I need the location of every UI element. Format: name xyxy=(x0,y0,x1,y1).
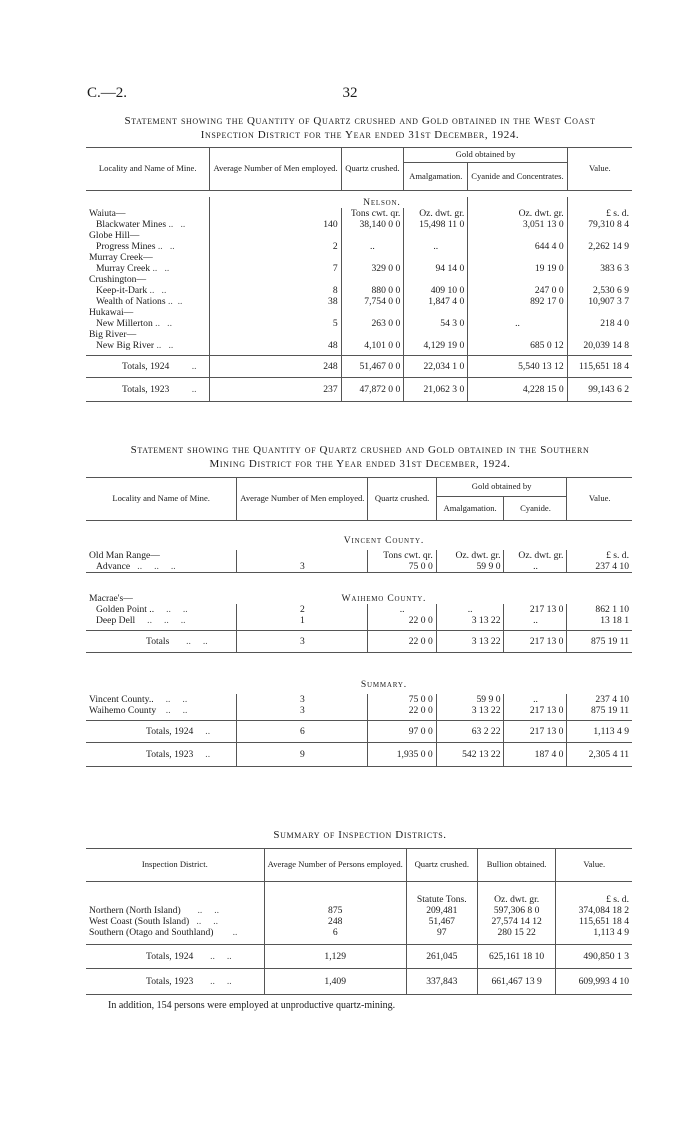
section-summary: Summary. xyxy=(360,679,407,690)
row-group: Big River— xyxy=(89,329,137,340)
districts-title: Summary of Inspection Districts. xyxy=(273,829,447,841)
totals-row: Totals, 1923 .. 9 1,935 0 0 542 13 22 187 4 0 2,305 4 11 xyxy=(86,743,632,767)
col-header-men: Average Number of Men employed. xyxy=(210,148,341,191)
table-row: Blackwater Mines .. .. 140 38,140 0 0 15,498 11 0 3,051 13 0 79,310 8 4 xyxy=(86,219,632,230)
section-nelson: Nelson. xyxy=(363,197,401,208)
unit-value: £ s. d. xyxy=(567,208,632,219)
col-header-amalgamation: Amalgamation. xyxy=(436,497,504,521)
table-row: West Coast (South Island) .. .. 248 51,467 27,574 14 12 115,651 18 4 xyxy=(86,916,632,927)
unit-value: £ s. d. xyxy=(556,894,632,905)
col-header-locality: Locality and Name of Mine. xyxy=(86,478,237,521)
col-header-cyanide: Cyanide and Concentrates. xyxy=(468,163,567,191)
col-header-value: Value. xyxy=(567,148,632,191)
southern-title-line1: Statement showing the Quantity of Quartz crushed and Gold obtained in the Southern xyxy=(130,444,590,456)
unit-amalg: Oz. dwt. gr. xyxy=(436,550,504,561)
section-vincent: Vincent County. xyxy=(343,535,425,546)
table-row: Waihemo County .. .. 3 22 0 0 3 13 22 217 13 0 875 19 11 xyxy=(86,705,632,721)
totals-row: Totals, 1924 .. .. 1,129 261,045 625,161 18 10 490,850 1 3 xyxy=(86,945,632,969)
southern-title xyxy=(70,443,650,471)
totals-row: Totals, 1924 .. 248 51,467 0 0 22,034 1 0 5,540 13 12 115,651 18 4 xyxy=(86,356,632,378)
table-row: Keep-it-Dark .. .. 8 880 0 0 409 10 0 247 0 0 2,530 6 9 xyxy=(86,285,632,296)
row-group: Hukawai— xyxy=(89,307,134,318)
col-header-locality: Locality and Name of Mine. xyxy=(86,148,210,191)
col-header-value: Value. xyxy=(556,849,632,882)
row-group: Macrae's— xyxy=(89,593,133,604)
col-header-men: Average Number of Men employed. xyxy=(237,478,368,521)
unit-bullion: Oz. dwt. gr. xyxy=(477,894,556,905)
totals-row: Totals .. .. 3 22 0 0 3 13 22 217 13 0 875 19 11 xyxy=(86,631,632,653)
table-row: Northern (North Island) .. .. 875 209,481 597,306 8 0 374,084 18 2 xyxy=(86,905,632,916)
unit-cyanide: Oz. dwt. gr. xyxy=(504,550,567,561)
table-row: Progress Mines .. .. 2 .. .. 644 4 0 2,262 14 9 xyxy=(86,241,632,252)
col-header-quartz: Quartz crushed. xyxy=(341,148,404,191)
col-header-persons: Average Number of Persons employed. xyxy=(264,849,406,882)
unit-value: £ s. d. xyxy=(567,550,632,561)
page-reference: C.—2. xyxy=(87,85,128,101)
col-header-value: Value. xyxy=(567,478,632,521)
row-group: Murray Creek— xyxy=(89,252,153,263)
unit-quartz: Statute Tons. xyxy=(406,894,477,905)
table-row: New Big River .. .. 48 4,101 0 0 4,129 19 0 685 0 12 20,039 14 8 xyxy=(86,340,632,356)
table-row: Vincent County.. .. .. 3 75 0 0 59 9 0 .. 237 4 10 xyxy=(86,694,632,705)
col-header-bullion: Bullion obtained. xyxy=(477,849,556,882)
totals-row: Totals, 1924 .. 6 97 0 0 63 2 22 217 13 0 1,113 4 9 xyxy=(86,721,632,743)
table-row: Wealth of Nations .. .. 38 7,754 0 0 1,847 4 0 892 17 0 10,907 3 7 xyxy=(86,296,632,307)
totals-row: Totals, 1923 .. 237 47,872 0 0 21,062 3 0 4,228 15 0 99,143 6 2 xyxy=(86,378,632,402)
col-header-amalgamation: Amalgamation. xyxy=(404,163,468,191)
row-group: Crushington— xyxy=(89,274,147,285)
row-group: Waiuta— xyxy=(89,208,126,219)
unit-quartz: Tons cwt. qr. xyxy=(368,550,436,561)
totals-row: Totals, 1923 .. .. 1,409 337,843 661,467 13 9 609,993 4 10 xyxy=(86,969,632,995)
west-coast-title-line2: Inspection District for the Year ended 31st December, 1924. xyxy=(200,129,520,141)
west-coast-title-line1: Statement showing the Quantity of Quartz crushed and Gold obtained in the West Coast xyxy=(124,115,596,127)
west-coast-table xyxy=(86,147,632,402)
southern-title-line2: Mining District for the Year ended 31st December, 1924. xyxy=(209,458,511,470)
unit-cyanide: Oz. dwt. gr. xyxy=(468,208,567,219)
table-row: Golden Point .. .. .. 2 .. .. 217 13 0 862 1 10 xyxy=(86,604,632,615)
unit-amalg: Oz. dwt. gr. xyxy=(404,208,468,219)
unit-quartz: Tons cwt. qr. xyxy=(341,208,404,219)
page-number: 32 xyxy=(342,85,358,101)
districts-table xyxy=(86,848,632,995)
row-group: Globe Hill— xyxy=(89,230,140,241)
col-header-quartz: Quartz crushed. xyxy=(368,478,436,521)
col-header-district: Inspection District. xyxy=(86,849,264,882)
col-header-gold: Gold obtained by xyxy=(436,478,567,497)
col-header-quartz: Quartz crushed. xyxy=(406,849,477,882)
section-waihemo: Waihemo County. xyxy=(341,593,427,604)
table-row: New Millerton .. .. 5 263 0 0 54 3 0 .. 218 4 0 xyxy=(86,318,632,329)
west-coast-title xyxy=(70,114,650,142)
table-row: Murray Creek .. .. 7 329 0 0 94 14 0 19 19 0 383 6 3 xyxy=(86,263,632,274)
col-header-cyanide: Cyanide. xyxy=(504,497,567,521)
table-row: Deep Dell .. .. .. 1 22 0 0 3 13 22 .. 13 18 1 xyxy=(86,615,632,631)
row-group: Old Man Range— xyxy=(89,550,160,561)
southern-table xyxy=(86,477,632,767)
table-row: Advance .. .. .. 3 75 0 0 59 9 0 .. 237 4 10 xyxy=(86,561,632,573)
col-header-gold: Gold obtained by xyxy=(404,148,567,163)
footnote: In addition, 154 persons were employed at unproductive quartz-mining. xyxy=(108,1000,396,1011)
table-row: Southern (Otago and Southland) .. 6 97 280 15 22 1,113 4 9 xyxy=(86,927,632,945)
